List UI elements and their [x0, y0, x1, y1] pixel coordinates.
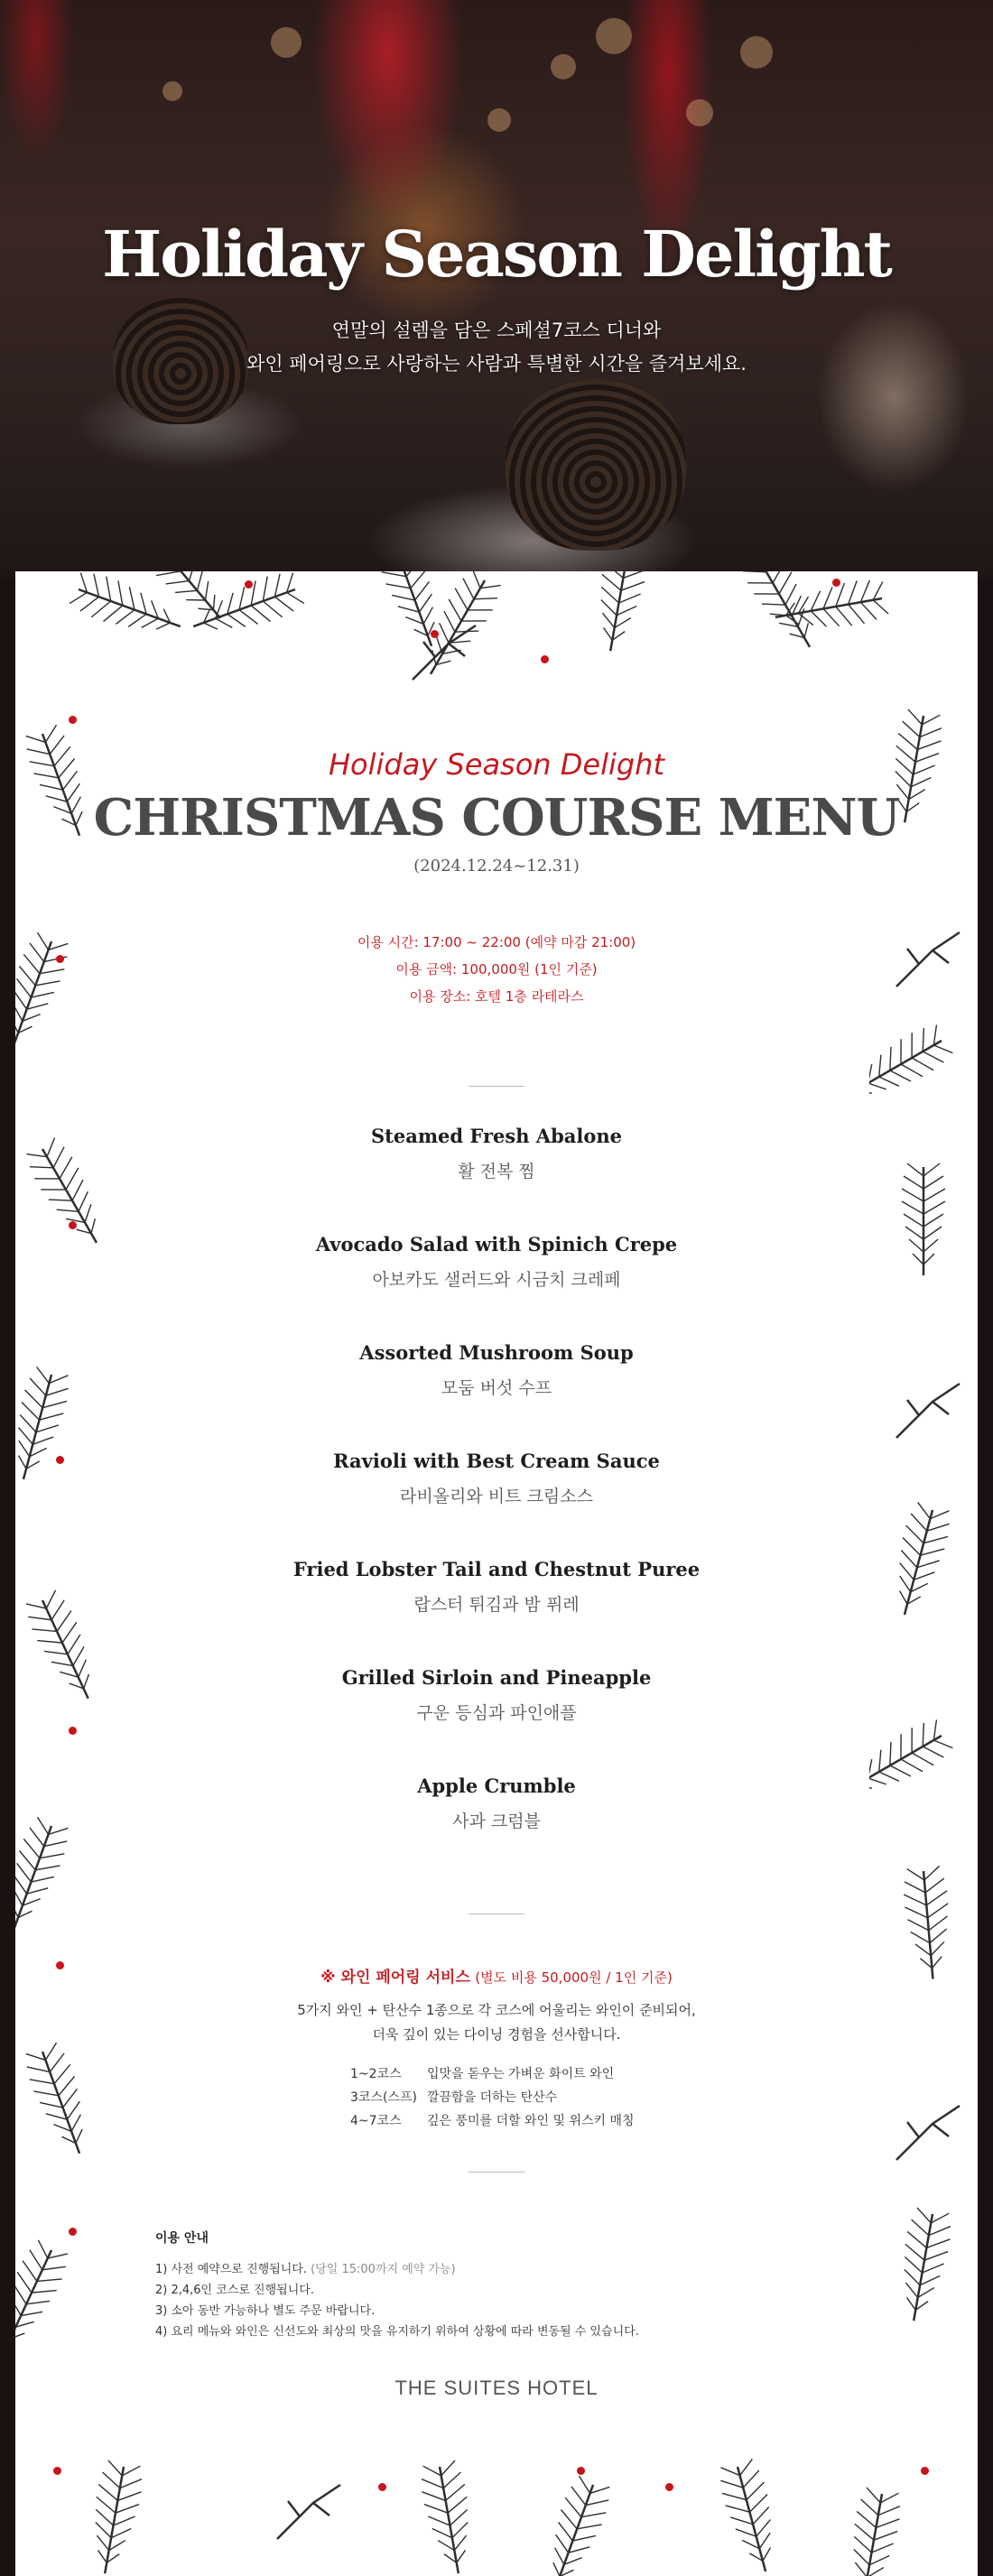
red-berry	[577, 2467, 585, 2475]
info-price: 이용 금액: 100,000원 (1인 기준)	[395, 961, 598, 978]
hero-subtitle-line1: 연말의 설렘을 담은 스페셜7코스 디너와	[331, 320, 662, 341]
pine-border-top	[15, 571, 978, 707]
bokeh-light	[596, 18, 632, 54]
bokeh-light	[686, 99, 713, 126]
course-7-ko: 사과 크럼블	[452, 1812, 541, 1831]
hero-banner	[0, 0, 993, 578]
course-1-en: Steamed Fresh Abalone	[371, 1125, 622, 1147]
pairing-course: 1~2코스	[350, 2067, 402, 2081]
bokeh-light	[162, 81, 182, 101]
red-berry	[69, 1727, 77, 1735]
hero-title: Holiday Season Delight	[102, 217, 891, 292]
course-4-ko: 라비올리와 비트 크림소스	[400, 1487, 593, 1506]
divider	[469, 1086, 524, 1087]
course-3-en: Assorted Mushroom Soup	[359, 1341, 634, 1364]
course-6-ko: 구운 등심과 파인애플	[416, 1703, 577, 1723]
red-berry	[69, 716, 77, 724]
notice-item-text: 1) 사전 예약으로 진행됩니다.	[155, 2263, 308, 2276]
notice-title: 이용 안내	[155, 2231, 209, 2246]
pinecone-image	[506, 379, 686, 551]
notice-item-note: (당일 15:00까지 예약 가능)	[311, 2263, 456, 2276]
wine-desc-line2: 더욱 깊이 있는 다이닝 경험을 선사합니다.	[372, 2026, 621, 2043]
red-berry	[69, 2228, 77, 2236]
hero-subtitle-line2: 와인 페어링으로 사랑하는 사람과 특별한 시간을 즐겨보세요.	[246, 353, 747, 375]
red-berry	[665, 2483, 673, 2491]
notice-item: 4) 요리 메뉴와 와인은 신선도와 최상의 맛을 유지하기 위하여 상황에 따라 변동될 수 있습니다.	[155, 2325, 639, 2339]
course-7-en: Apple Crumble	[417, 1774, 576, 1797]
wine-pairing-note: (별도 비용 50,000원 / 1인 기준)	[475, 1969, 673, 1986]
menu-period: (2024.12.24~12.31)	[413, 857, 580, 876]
notice-item	[155, 2259, 456, 2276]
hotel-logo-text: THE SUITES HOTEL	[394, 2377, 599, 2399]
course-2-en: Avocado Salad with Spinich Crepe	[315, 1233, 678, 1256]
red-berry	[832, 579, 840, 587]
wine-desc-line1: 5가지 와인 + 탄산수 1종으로 각 코스에 어울리는 와인이 준비되어,	[297, 2002, 696, 2018]
course-1-ko: 활 전복 찜	[458, 1162, 535, 1181]
menu-script-title: Holiday Season Delight	[328, 747, 664, 782]
red-berry	[541, 655, 549, 663]
notice-item: 3) 소아 동반 가능하나 별도 주문 바랍니다.	[155, 2304, 376, 2318]
red-berry	[921, 2467, 929, 2475]
divider	[469, 1913, 524, 1914]
pine-border-bottom	[15, 2431, 978, 2576]
divider	[469, 2172, 524, 2173]
pairing-desc: 깊은 풍미를 더할 와인 및 위스키 매칭	[427, 2114, 635, 2128]
pairing-desc: 입맛을 돋우는 가벼운 화이트 와인	[427, 2067, 615, 2081]
bokeh-light	[271, 27, 302, 58]
wine-pairing-heading: ※ 와인 페어링 서비스	[320, 1969, 470, 1987]
course-4-en: Ravioli with Best Cream Sauce	[333, 1450, 660, 1472]
red-berry	[69, 1221, 77, 1229]
pairing-desc: 깔끔함을 더하는 탄산수	[427, 2090, 558, 2105]
course-5-ko: 랍스터 튀김과 밤 퓌레	[413, 1595, 580, 1615]
bokeh-light	[740, 36, 773, 69]
menu-title: CHRISTMAS COURSE MENU	[93, 788, 900, 848]
info-hours: 이용 시간: 17:00 ~ 22:00 (예약 마감 21:00)	[357, 934, 636, 950]
course-2-ko: 아보카도 샐러드와 시금치 크레페	[372, 1270, 621, 1290]
red-berry	[378, 2483, 386, 2491]
red-berry	[431, 630, 439, 638]
bokeh-light	[551, 54, 576, 79]
red-berry	[245, 580, 253, 588]
course-6-en: Grilled Sirloin and Pineapple	[341, 1666, 652, 1689]
wine-pairing-title	[15, 1964, 978, 1987]
pairing-course: 3코스(스프)	[350, 2090, 417, 2105]
notice-item: 2) 2,4,6인 코스로 진행됩니다.	[155, 2284, 314, 2297]
bokeh-light	[487, 108, 511, 132]
course-5-en: Fried Lobster Tail and Chestnut Puree	[292, 1558, 701, 1580]
info-location: 이용 장소: 호텔 1층 라테라스	[409, 988, 584, 1005]
pairing-course: 4~7코스	[350, 2114, 402, 2128]
menu-card	[15, 571, 978, 2576]
red-berry	[53, 2467, 61, 2475]
course-3-ko: 모둠 버섯 수프	[441, 1378, 552, 1398]
